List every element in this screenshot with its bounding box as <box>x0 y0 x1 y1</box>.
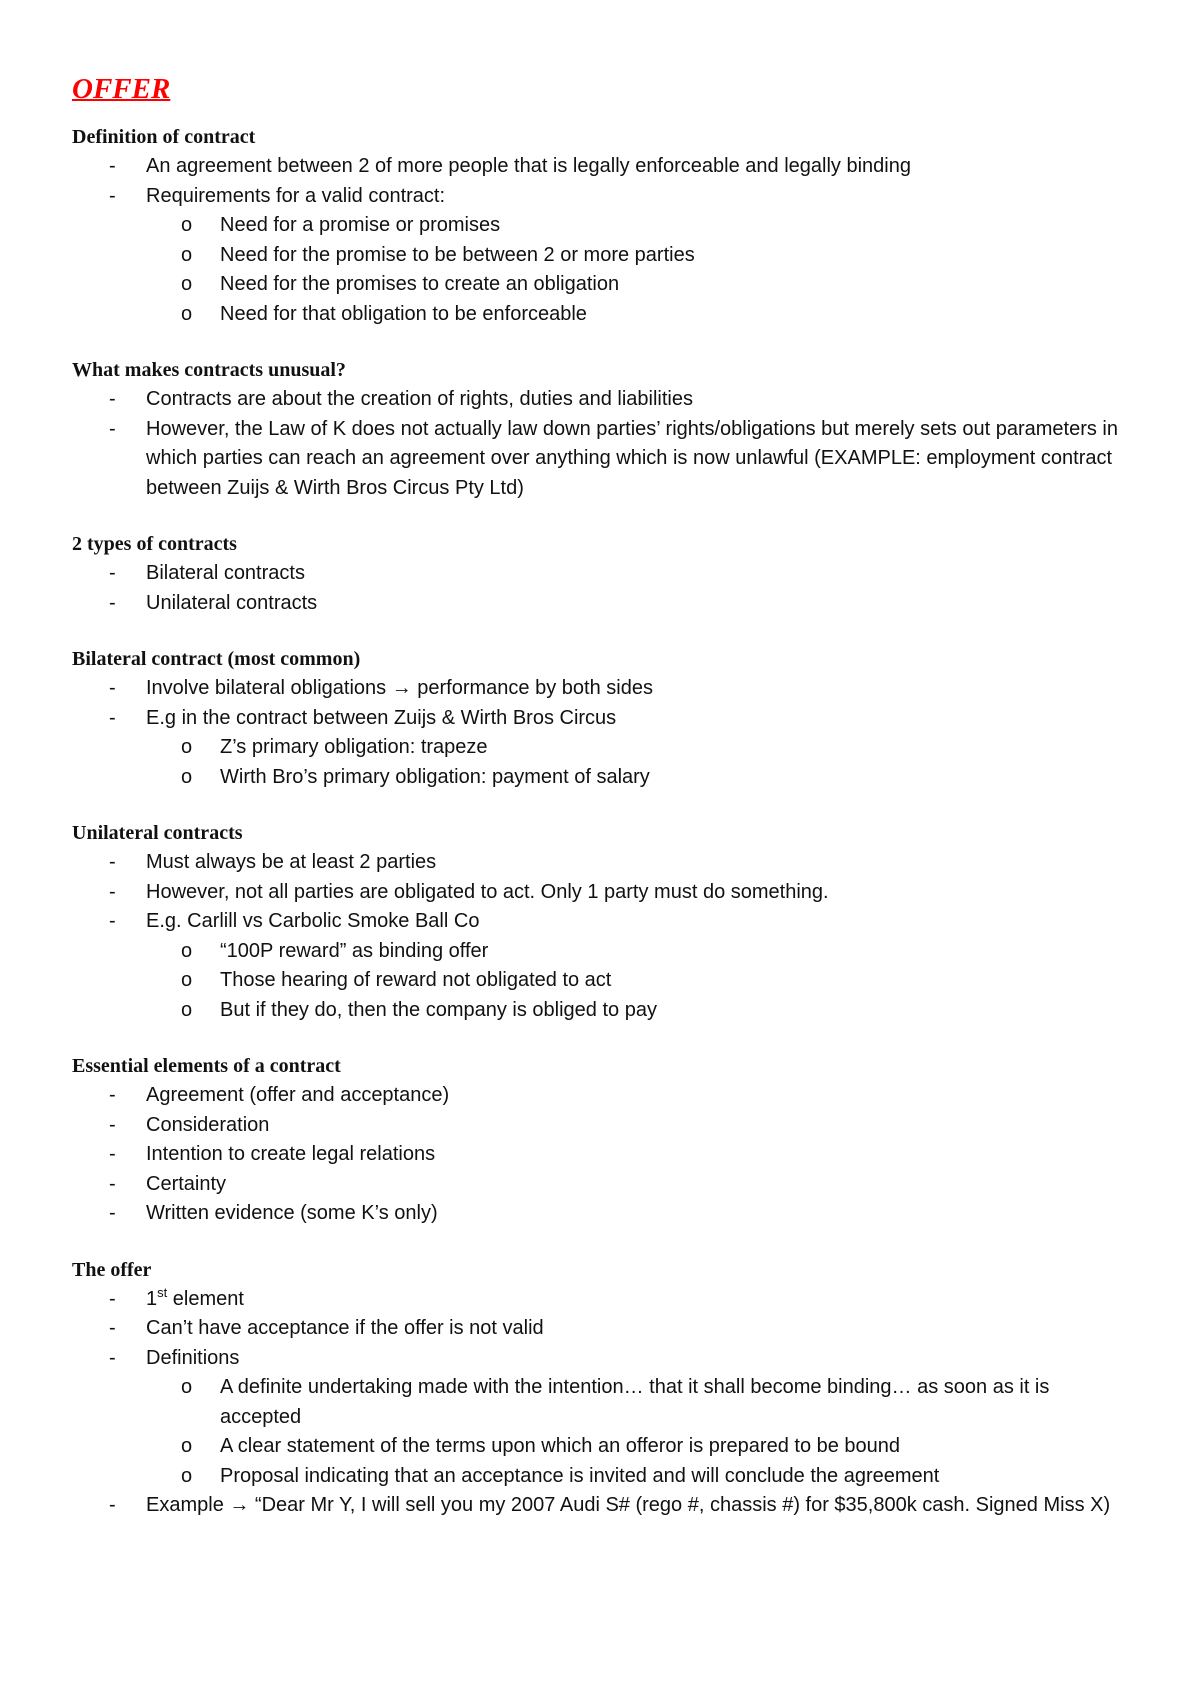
list-item-text: Certainty <box>146 1172 227 1195</box>
list-item <box>72 1170 1132 1200</box>
sub-bullet-list <box>146 937 1132 1026</box>
circle-bullet-marker: o <box>181 765 193 788</box>
section-heading: Bilateral contract (most common) <box>72 648 361 670</box>
dash-bullet-marker: - <box>109 1202 116 1224</box>
sub-list-item-text: Proposal indicating that an acceptance is invited and will conclude the agreement <box>220 1464 940 1487</box>
list-item <box>72 589 1132 619</box>
list-item <box>72 1344 1132 1492</box>
sub-list-item <box>146 937 1132 967</box>
list-item-text: Requirements for a valid contract: <box>146 184 446 207</box>
list-item-text: Involve bilateral obligations → performance by both sides <box>146 677 653 699</box>
dash-bullet-marker: - <box>109 1346 116 1369</box>
circle-bullet-marker: o <box>181 214 193 236</box>
list-item-text-continued: element <box>167 1287 244 1310</box>
bullet-list <box>72 559 1132 618</box>
sub-list-item <box>146 241 1132 271</box>
list-item-text: Contracts are about the creation of rights, duties and liabilities <box>146 388 693 410</box>
list-item <box>72 848 1132 878</box>
ordinal-superscript: st <box>157 1284 168 1300</box>
section <box>72 818 1132 1025</box>
circle-bullet-marker: o <box>181 243 193 266</box>
sub-list-item <box>146 996 1132 1026</box>
sub-bullet-list <box>146 211 1132 329</box>
sub-list-item <box>146 270 1132 300</box>
sub-bullet-list <box>146 733 1132 792</box>
dash-bullet-marker: - <box>109 1494 116 1516</box>
dash-bullet-marker: - <box>109 1084 116 1106</box>
sub-list-item-text: Need for that obligation to be enforceable <box>220 302 587 325</box>
sub-list-item <box>146 733 1132 763</box>
circle-bullet-marker: o <box>181 998 193 1021</box>
section-heading: 2 types of contracts <box>72 533 237 555</box>
list-item <box>72 1111 1132 1141</box>
sub-list-item-text: Z’s primary obligation: trapeze <box>220 736 488 758</box>
sub-list-item <box>146 1373 1132 1432</box>
dash-bullet-marker: - <box>109 910 116 932</box>
section <box>72 644 1132 792</box>
circle-bullet-marker: o <box>181 1435 193 1457</box>
bullet-list <box>72 1081 1132 1229</box>
section <box>72 122 1132 329</box>
list-item <box>72 182 1132 330</box>
sub-list-item-text: A definite undertaking made with the intention… that it shall become binding… as soon as it is accepted <box>220 1376 1050 1428</box>
bullet-list <box>72 152 1132 329</box>
list-item-text: Agreement (offer and acceptance) <box>146 1084 450 1106</box>
section <box>72 1255 1132 1521</box>
circle-bullet-marker: o <box>181 939 193 962</box>
dash-bullet-marker: - <box>109 591 116 614</box>
sub-list-item <box>146 211 1132 241</box>
list-item-text: However, not all parties are obligated to act. Only 1 party must do something. <box>146 880 829 903</box>
list-item <box>72 1285 1132 1315</box>
list-item <box>72 559 1132 589</box>
list-item-text: Definitions <box>146 1346 240 1369</box>
section-heading: What makes contracts unusual? <box>72 359 346 381</box>
sub-list-item <box>146 1432 1132 1462</box>
section-heading: Definition of contract <box>72 126 256 148</box>
list-item <box>72 1199 1132 1229</box>
list-item-text: An agreement between 2 of more people that is legally enforceable and legally binding <box>146 155 911 177</box>
section-heading: Essential elements of a contract <box>72 1055 341 1077</box>
dash-bullet-marker: - <box>109 1287 116 1310</box>
dash-bullet-marker: - <box>109 1113 116 1136</box>
circle-bullet-marker: o <box>181 1464 193 1487</box>
list-item-text: Unilateral contracts <box>146 591 318 614</box>
list-item-text: However, the Law of K does not actually law down parties’ rights/obligations but merely sets out parameters in which parties can reach an agreement over anything which is now unlawful (EXAMPLE: employment contract between Zuijs & Wirth Bros Circus Pty Ltd) <box>146 417 1118 499</box>
bullet-list <box>72 385 1132 503</box>
bullet-list <box>72 1285 1132 1521</box>
list-item <box>72 1140 1132 1170</box>
list-item-text: 1 <box>146 1287 158 1310</box>
list-item <box>72 674 1132 704</box>
list-item <box>72 415 1132 504</box>
list-item <box>72 1314 1132 1344</box>
bullet-list <box>72 674 1132 792</box>
bullet-list <box>72 848 1132 1025</box>
list-item <box>72 1081 1132 1111</box>
section-heading: Unilateral contracts <box>72 822 243 844</box>
circle-bullet-marker: o <box>181 273 193 295</box>
list-item-text: E.g in the contract between Zuijs & Wirth Bros Circus <box>146 706 617 729</box>
list-item <box>72 385 1132 415</box>
sub-list-item <box>146 300 1132 330</box>
document-title: OFFER <box>72 73 171 105</box>
list-item <box>72 1491 1132 1521</box>
document-content <box>72 70 1132 1547</box>
list-item-text: Consideration <box>146 1113 270 1136</box>
dash-bullet-marker: - <box>109 851 116 873</box>
list-item-text: Must always be at least 2 parties <box>146 851 437 873</box>
dash-bullet-marker: - <box>109 562 116 584</box>
sections-container <box>72 122 1132 1521</box>
sub-list-item <box>146 966 1132 996</box>
sub-list-item <box>146 1462 1132 1492</box>
section <box>72 1051 1132 1229</box>
sub-list-item-text: Need for a promise or promises <box>220 214 501 236</box>
circle-bullet-marker: o <box>181 969 193 991</box>
sub-list-item-text: Need for the promise to be between 2 or more parties <box>220 243 695 266</box>
sub-list-item <box>146 763 1132 793</box>
dash-bullet-marker: - <box>109 1172 116 1195</box>
list-item-text: Can’t have acceptance if the offer is not valid <box>146 1317 544 1339</box>
dash-bullet-marker: - <box>109 1317 116 1339</box>
sub-list-item-text: “100P reward” as binding offer <box>220 939 489 962</box>
dash-bullet-marker: - <box>109 1143 116 1165</box>
sub-list-item-text: Those hearing of reward not obligated to act <box>220 969 612 991</box>
sub-list-item-text: Need for the promises to create an obligation <box>220 273 620 295</box>
list-item-text: E.g. Carlill vs Carbolic Smoke Ball Co <box>146 910 480 932</box>
sub-list-item-text: A clear statement of the terms upon which an offeror is prepared to be bound <box>220 1435 901 1457</box>
section <box>72 355 1132 503</box>
dash-bullet-marker: - <box>109 184 116 207</box>
dash-bullet-marker: - <box>109 417 116 440</box>
list-item <box>72 152 1132 182</box>
list-item-text: Intention to create legal relations <box>146 1143 436 1165</box>
list-item-text: Example → “Dear Mr Y, I will sell you my 2007 Audi S# (rego #, chassis #) for $35,800k cash. Signed Miss X) <box>146 1494 1111 1516</box>
list-item-text: Bilateral contracts <box>146 562 305 584</box>
list-item <box>72 704 1132 793</box>
circle-bullet-marker: o <box>181 302 193 325</box>
dash-bullet-marker: - <box>109 388 116 410</box>
dash-bullet-marker: - <box>109 880 116 903</box>
list-item <box>72 878 1132 908</box>
sub-bullet-list <box>146 1373 1132 1491</box>
section <box>72 529 1132 618</box>
sub-list-item-text: Wirth Bro’s primary obligation: payment of salary <box>220 765 650 788</box>
dash-bullet-marker: - <box>109 706 116 729</box>
list-item-text: Written evidence (some K’s only) <box>146 1202 438 1224</box>
circle-bullet-marker: o <box>181 736 193 758</box>
dash-bullet-marker: - <box>109 677 116 699</box>
section-heading: The offer <box>72 1258 152 1281</box>
circle-bullet-marker: o <box>181 1376 193 1398</box>
dash-bullet-marker: - <box>109 155 116 177</box>
sub-list-item-text: But if they do, then the company is obliged to pay <box>220 998 657 1021</box>
list-item <box>72 907 1132 1025</box>
